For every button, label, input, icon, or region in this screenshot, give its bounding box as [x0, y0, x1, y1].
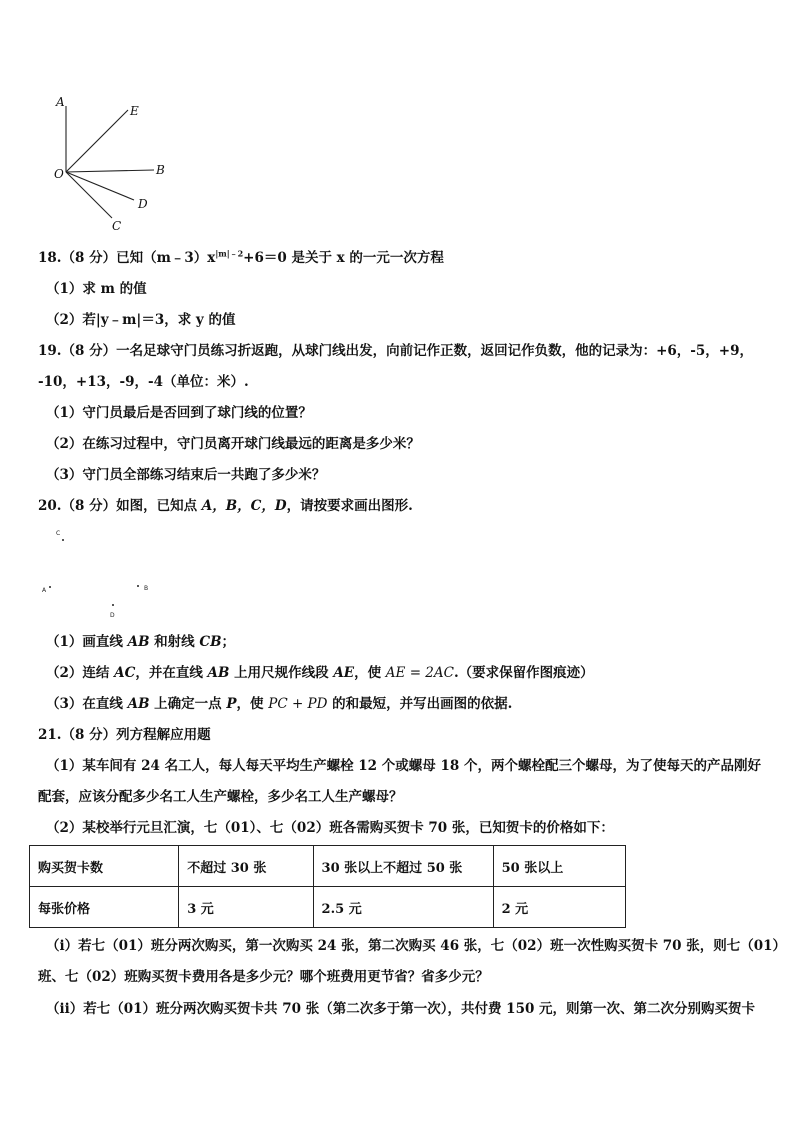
label-d: D: [138, 197, 148, 211]
ray-oc: [66, 172, 112, 218]
q19-heading: 19.（8 分）一名足球守门员练习折返跑，从球门线出发，向前记作正数，返回记作负数，他的记录为：+6，-5，+9，: [38, 343, 753, 359]
q19-part2: （2）在练习过程中，守门员离开球门线最远的距离是多少米？: [46, 436, 420, 452]
label-o: O: [54, 167, 64, 181]
label-b: B: [156, 163, 165, 177]
q18-part1: （1）求 m 的值: [46, 281, 147, 297]
point-c-label: C: [56, 530, 61, 537]
table-cell: 50 张以上: [493, 846, 625, 887]
points-figure: [38, 525, 168, 620]
q19-part3: （3）守门员全部练习结束后一共跑了多少米？: [46, 467, 326, 483]
point-d: [112, 604, 114, 606]
point-d-label: D: [110, 612, 115, 619]
point-b: [137, 585, 139, 587]
point-b-label: B: [144, 585, 149, 592]
label-c: C: [112, 219, 122, 233]
point-a: [49, 586, 51, 588]
table-cell: 3 元: [179, 887, 313, 928]
ray-od: [66, 172, 134, 200]
point-a-label: A: [42, 587, 47, 594]
table-row: [30, 846, 626, 887]
q21-part1-cont: 配套，应该分配多少名工人生产螺栓，多少名工人生产螺母？: [38, 789, 403, 805]
q20-part3: （3）在直线 AB 上确定一点 P，使 PC + PD 的和最短，并写出画图的依据.: [46, 696, 513, 712]
q21-part2: （2）某校举行元旦汇演，七（01）、七（02）班各需购买贺卡 70 张，已知贺卡的价格如下：: [46, 820, 614, 836]
label-e: E: [130, 104, 139, 118]
q18-part2: （2）若|y﹣m|＝3，求 y 的值: [46, 312, 236, 328]
q21-subq-i: （i）若七（01）班分两次购买，第一次购买 24 张，第二次购买 46 张，七（02）班一次性购买贺卡 70 张，则七（01）: [46, 938, 787, 954]
label-a: A: [56, 95, 65, 109]
q19-part1: （1）守门员最后是否回到了球门线的位置？: [46, 405, 312, 421]
q18-heading: 18.（8 分）已知$(m﹣3)x^{|m|﹣2}+6=0$ 是关于 x 的一元一次方程: [38, 248, 444, 266]
ray-oe: [66, 110, 128, 172]
q20-heading: 20.（8 分）如图，已知点 A，B，C，D，请按要求画出图形.: [38, 498, 413, 514]
price-table: [29, 845, 626, 928]
q21-subq-ii: （ii）若七（01）班分两次购买贺卡共 70 张（第二次多于第一次），共付费 150 元，则第一次、第二次分别购买贺卡: [46, 1001, 756, 1017]
table-cell: 30 张以上不超过 50 张: [313, 846, 493, 887]
q20-part1: （1）画直线 AB 和射线 CB；: [46, 634, 236, 650]
q20-part2: （2）连结 AC，并在直线 AB 上用尺规作线段 AE，使 AE = 2AC.（要求保留作图痕迹）: [46, 665, 594, 681]
table-cell: 2 元: [493, 887, 625, 928]
q21-heading: 21.（8 分）列方程解应用题: [38, 727, 211, 743]
q21-subq-i-cont: 班、七（02）班购买贺卡费用各是多少元？哪个班费用更节省？省多少元？: [38, 969, 489, 985]
q19-heading-cont: -10，+13，-9，-4（单位：米）.: [38, 374, 249, 390]
table-cell: 2.5 元: [313, 887, 493, 928]
point-c: [62, 539, 64, 541]
rays-figure: [46, 92, 176, 237]
ray-ob: [66, 170, 154, 172]
table-row: [30, 887, 626, 928]
table-cell: 每张价格: [30, 887, 179, 928]
table-cell: 不超过 30 张: [179, 846, 313, 887]
table-cell: 购买贺卡数: [30, 846, 179, 887]
q21-part1: （1）某车间有 24 名工人，每人每天平均生产螺栓 12 个或螺母 18 个，两个螺栓配三个螺母，为了使每天的产品刚好: [46, 758, 761, 774]
